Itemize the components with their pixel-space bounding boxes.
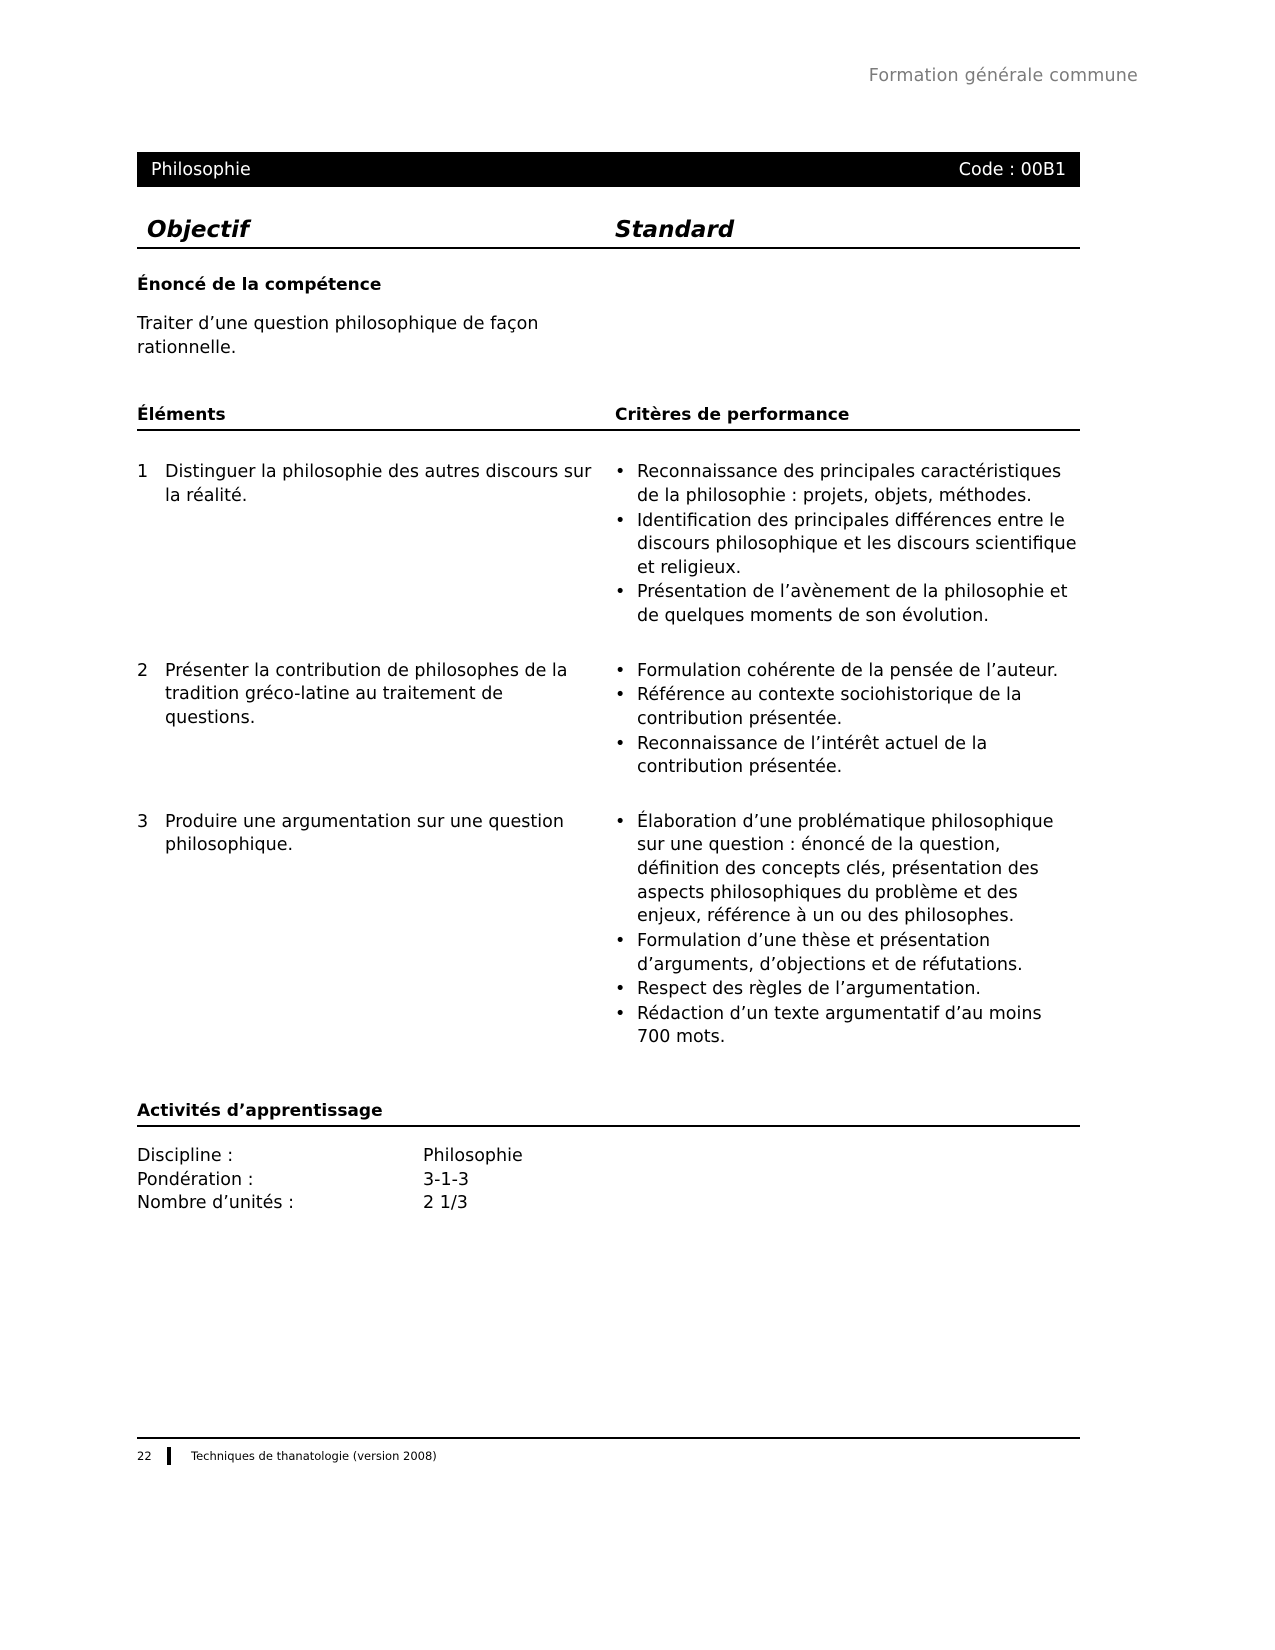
objectif-standard-heading [137, 217, 1080, 249]
info-value: 2 1/3 [423, 1193, 468, 1214]
list-item: • Référence au contexte sociohistorique de la contribution présentée. [637, 684, 1080, 731]
table-row [137, 660, 1080, 781]
table-row [137, 461, 1080, 629]
footer-content [137, 1447, 1080, 1465]
table-row [137, 811, 1080, 1051]
criteres-header: Critères de performance [615, 405, 850, 426]
subject-code: Code : 00B1 [958, 159, 1066, 180]
footer-divider [137, 1437, 1080, 1439]
page-content [137, 152, 1080, 1216]
info-row [137, 1145, 1080, 1169]
element-number: 3 [137, 811, 149, 832]
competence-statement: Traiter d’une question philosophique de façon rationnelle. [137, 314, 539, 358]
competence-heading: Énoncé de la compétence [137, 275, 382, 295]
element-cell [137, 811, 615, 1051]
info-value: 3-1-3 [423, 1169, 470, 1190]
info-value: Philosophie [423, 1146, 523, 1166]
list-item: • Reconnaissance de l’intérêt actuel de la contribution présentée. [637, 733, 1080, 780]
subject-name: Philosophie [151, 159, 251, 180]
element-cell [137, 660, 615, 781]
element-number: 2 [137, 660, 149, 681]
page-footer [137, 1437, 1080, 1465]
criteria-list [615, 811, 1080, 1050]
footer-text: Techniques de thanatologie (version 2008) [191, 1449, 437, 1463]
table-column-headers [137, 405, 1080, 431]
list-item: • Formulation cohérente de la pensée de l’auteur. [637, 660, 1080, 684]
element-cell [137, 461, 615, 629]
activities-heading: Activités d’apprentissage [137, 1101, 1080, 1127]
list-item: • Présentation de l’avènement de la philosophie et de quelques moments de son évolution. [637, 581, 1080, 628]
activities-info [137, 1145, 1080, 1216]
list-item: • Rédaction d’un texte argumentatif d’au moins 700 mots. [637, 1003, 1080, 1050]
subject-code-bar [137, 152, 1080, 187]
element-text: Produire une argumentation sur une question philosophique. [165, 811, 564, 856]
running-head: Formation générale commune [868, 66, 1138, 86]
competence-statement-spacer [615, 295, 1080, 360]
list-item: • Élaboration d’une problématique philosophique sur une question : énoncé de la question, définition des concepts clés, présentation des aspects philosophiques du problème et des enjeux, référence à un ou des philosophes. [637, 811, 1080, 929]
competence-statement-row [137, 295, 1080, 360]
info-row [137, 1169, 1080, 1193]
objectif-heading: Objectif [147, 217, 250, 243]
list-item: • Reconnaissance des principales caractéristiques de la philosophie : projets, objets, méthodes. [637, 461, 1080, 508]
element-number: 1 [137, 462, 149, 483]
elements-header: Éléments [137, 405, 226, 426]
criteria-cell [615, 811, 1080, 1051]
criteria-list [615, 660, 1080, 780]
list-item: • Formulation d’une thèse et présentation d’arguments, d’objections et de réfutations. [637, 930, 1080, 977]
criteria-list [615, 461, 1080, 628]
list-item: • Identification des principales différences entre le discours philosophique et les discours scientifique et religieux. [637, 510, 1080, 581]
criteria-cell [615, 461, 1080, 629]
element-text: Présenter la contribution de philosophes de la tradition gréco-latine au traitement de questions. [165, 660, 568, 728]
element-text: Distinguer la philosophie des autres discours sur la réalité. [165, 462, 592, 506]
info-label: Pondération : [137, 1169, 254, 1190]
standard-heading: Standard [615, 217, 735, 243]
info-row [137, 1192, 1080, 1216]
footer-bar-decoration [167, 1447, 171, 1465]
criteria-cell [615, 660, 1080, 781]
info-label: Discipline : [137, 1146, 234, 1166]
page-number: 22 [137, 1449, 152, 1463]
info-label: Nombre d’unités : [137, 1193, 295, 1214]
list-item: • Respect des règles de l’argumentation. [637, 978, 1080, 1002]
